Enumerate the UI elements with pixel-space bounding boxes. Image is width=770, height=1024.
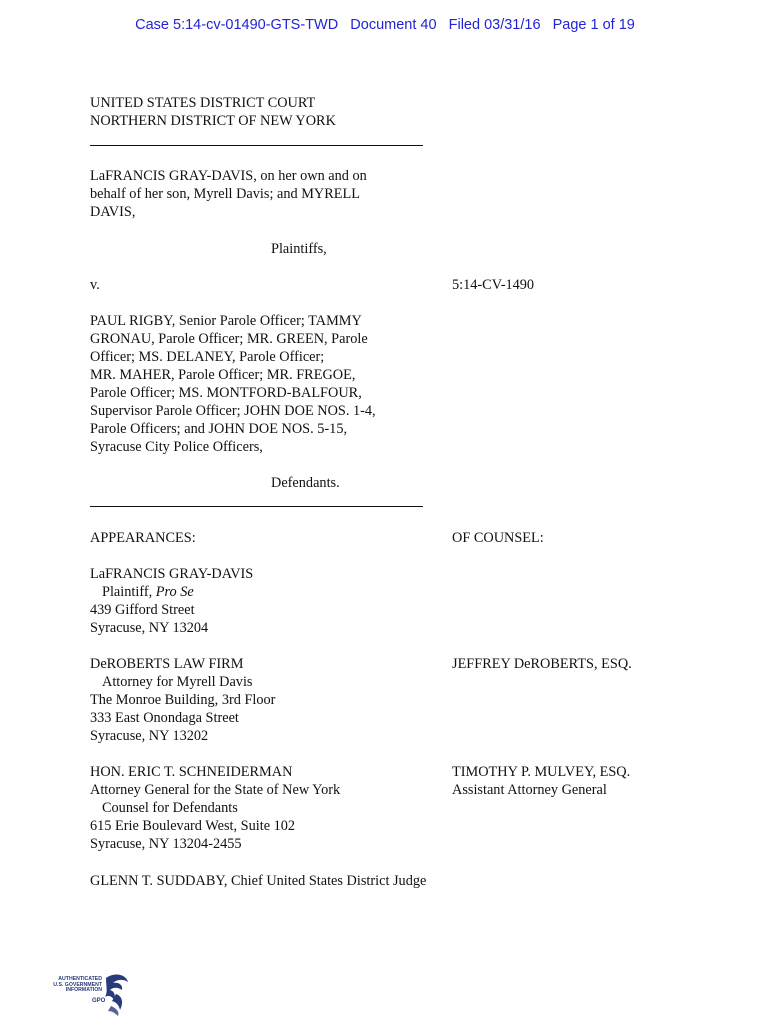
defense-counsel-title: Attorney General for the State of New York	[90, 782, 341, 798]
court-name: UNITED STATES DISTRICT COURT	[90, 95, 316, 111]
case-number: 5:14-CV-1490	[452, 277, 535, 293]
defendants-line: Officer; MS. DELANEY, Parole Officer;	[90, 349, 325, 365]
plaintiffs-line: behalf of her son, Myrell Davis; and MYRELL	[90, 186, 360, 202]
plaintiff-of-counsel: JEFFREY DeROBERTS, ESQ.	[452, 656, 632, 672]
defendants-line: PAUL RIGBY, Senior Parole Officer; TAMMY	[90, 313, 362, 329]
caption-divider-bottom	[90, 506, 423, 507]
defendants-line: Supervisor Parole Officer; JOHN DOE NOS. 1-4,	[90, 403, 376, 419]
gpo-seal-line: AUTHENTICATED	[58, 976, 102, 982]
judge-line: GLENN T. SUDDABY, Chief United States District Judge	[90, 873, 427, 889]
defense-counsel-name: HON. ERIC T. SCHNEIDERMAN	[90, 764, 293, 780]
plaintiff-counsel-role: Attorney for Myrell Davis	[102, 674, 253, 690]
plaintiff-counsel-firm: DeROBERTS LAW FIRM	[90, 656, 244, 672]
plaintiffs-line: LaFRANCIS GRAY-DAVIS, on her own and on	[90, 168, 367, 184]
defense-of-counsel-title: Assistant Attorney General	[452, 782, 607, 798]
appearances-heading: APPEARANCES:	[90, 530, 196, 546]
gpo-seal-word: GPO	[92, 998, 106, 1004]
gpo-seal-text	[44, 977, 102, 994]
plaintiffs-line: DAVIS,	[90, 204, 136, 220]
defendants-role: Defendants.	[271, 475, 340, 491]
defendants-line: Parole Officers; and JOHN DOE NOS. 5-15,	[90, 421, 348, 437]
pro-se-role-prefix: Plaintiff,	[102, 584, 156, 600]
plaintiff-counsel-address: Syracuse, NY 13202	[90, 728, 209, 744]
plaintiff-counsel-address: 333 East Onondaga Street	[90, 710, 239, 726]
pro-se-role	[90, 583, 194, 601]
defense-counsel-role: Counsel for Defendants	[102, 800, 238, 816]
defendants-line: Syracuse City Police Officers,	[90, 439, 263, 455]
caption-divider-top	[90, 145, 423, 146]
versus: v.	[90, 277, 100, 293]
pro-se-name: LaFRANCIS GRAY-DAVIS	[90, 566, 254, 582]
court-district: NORTHERN DISTRICT OF NEW YORK	[90, 113, 336, 129]
defendants-line: MR. MAHER, Parole Officer; MR. FREGOE,	[90, 367, 356, 383]
defendants-line: Parole Officer; MS. MONTFORD-BALFOUR,	[90, 385, 362, 401]
ecf-header-stamp: Case 5:14-cv-01490-GTS-TWD Document 40 Filed 03/31/16 Page 1 of 19	[135, 17, 635, 33]
gpo-authentication-seal	[44, 972, 134, 1016]
defense-counsel-address: Syracuse, NY 13204-2455	[90, 836, 242, 852]
of-counsel-heading: OF COUNSEL:	[452, 530, 544, 546]
defendants-line: GRONAU, Parole Officer; MR. GREEN, Parole	[90, 331, 368, 347]
eagle-icon	[102, 972, 132, 1016]
pro-se-role-italic: Pro Se	[155, 584, 194, 600]
plaintiffs-role: Plaintiffs,	[271, 241, 327, 257]
pro-se-address: 439 Gifford Street	[90, 602, 195, 618]
gpo-seal-line: INFORMATION	[65, 987, 102, 994]
defense-of-counsel-name: TIMOTHY P. MULVEY, ESQ.	[452, 764, 631, 780]
plaintiff-counsel-address: The Monroe Building, 3rd Floor	[90, 692, 276, 708]
gpo-seal-line: U.S. GOVERNMENT	[53, 981, 102, 988]
pro-se-address: Syracuse, NY 13204	[90, 620, 209, 636]
defense-counsel-address: 615 Erie Boulevard West, Suite 102	[90, 818, 296, 834]
